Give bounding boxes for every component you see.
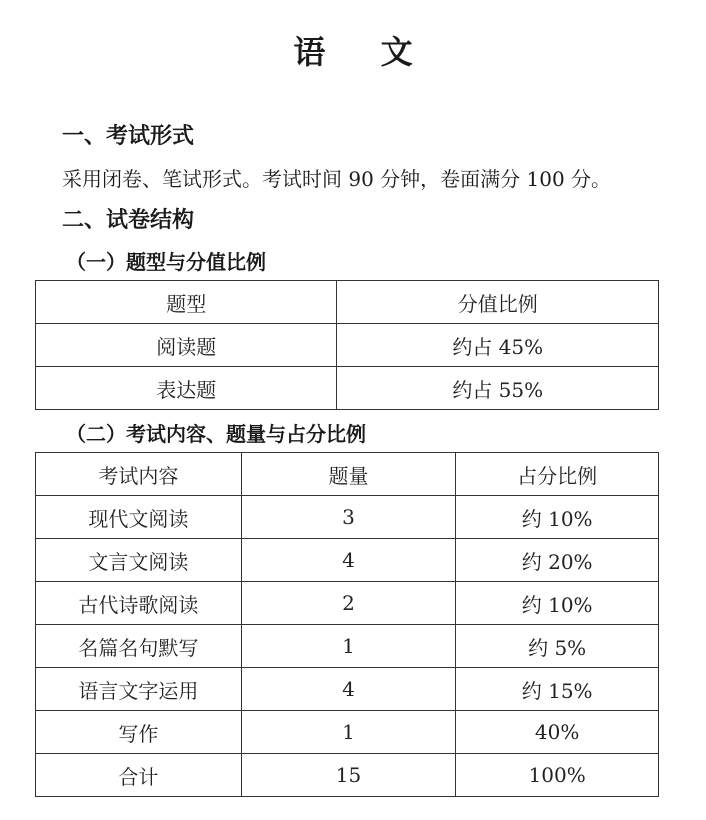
table-cell: 文言文阅读: [36, 539, 242, 582]
table-cell: 名篇名句默写: [36, 625, 242, 668]
table-row: [36, 754, 659, 797]
table-row: [36, 367, 659, 410]
exam-form-paragraph: 采用闭卷、笔试形式。考试时间 90 分钟，卷面满分 100 分。: [62, 167, 612, 191]
table-cell: 古代诗歌阅读: [36, 582, 242, 625]
table-row: [36, 668, 659, 711]
table-row: [36, 711, 659, 754]
table-header-cell: 考试内容: [36, 453, 242, 496]
table-cell: 100%: [456, 754, 659, 797]
table-row: [36, 496, 659, 539]
table-cell: 40%: [456, 711, 659, 754]
table-header-cell: 分值比例: [337, 281, 659, 324]
table-header-cell: 题型: [36, 281, 337, 324]
table-cell: 1: [241, 711, 456, 754]
table-cell: 2: [241, 582, 456, 625]
table-cell: 4: [241, 539, 456, 582]
table-header-cell: 题量: [241, 453, 456, 496]
table-row: [36, 625, 659, 668]
table-cell: 3: [241, 496, 456, 539]
table-cell: 现代文阅读: [36, 496, 242, 539]
table-cell: 写作: [36, 711, 242, 754]
table-cell: 约 10%: [456, 582, 659, 625]
table-row: [36, 324, 659, 367]
table-cell: 约 10%: [456, 496, 659, 539]
table-cell: 语言文字运用: [36, 668, 242, 711]
table-header-row: [36, 281, 659, 324]
table-cell: 约占 45%: [337, 324, 659, 367]
table-cell: 表达题: [36, 367, 337, 410]
section-heading-exam-form: 一、考试形式: [62, 124, 195, 149]
subsection-heading-content-allocation: （二）考试内容、题量与占分比例: [66, 422, 366, 446]
section-heading-paper-structure: 二、试卷结构: [62, 208, 195, 233]
content-allocation-table: [35, 452, 659, 797]
table-cell: 15: [241, 754, 456, 797]
subsection-heading-question-types: （一）题型与分值比例: [66, 250, 266, 274]
table-cell: 1: [241, 625, 456, 668]
table-cell: 4: [241, 668, 456, 711]
table-cell: 约 5%: [456, 625, 659, 668]
question-type-table: [35, 280, 659, 410]
table-row: [36, 539, 659, 582]
table-row: [36, 582, 659, 625]
table-header-row: [36, 453, 659, 496]
page-title: 语 文: [293, 33, 435, 71]
table-cell: 约占 55%: [337, 367, 659, 410]
table-header-cell: 占分比例: [456, 453, 659, 496]
table-cell: 约 15%: [456, 668, 659, 711]
table-cell: 阅读题: [36, 324, 337, 367]
table-cell: 合计: [36, 754, 242, 797]
table-cell: 约 20%: [456, 539, 659, 582]
